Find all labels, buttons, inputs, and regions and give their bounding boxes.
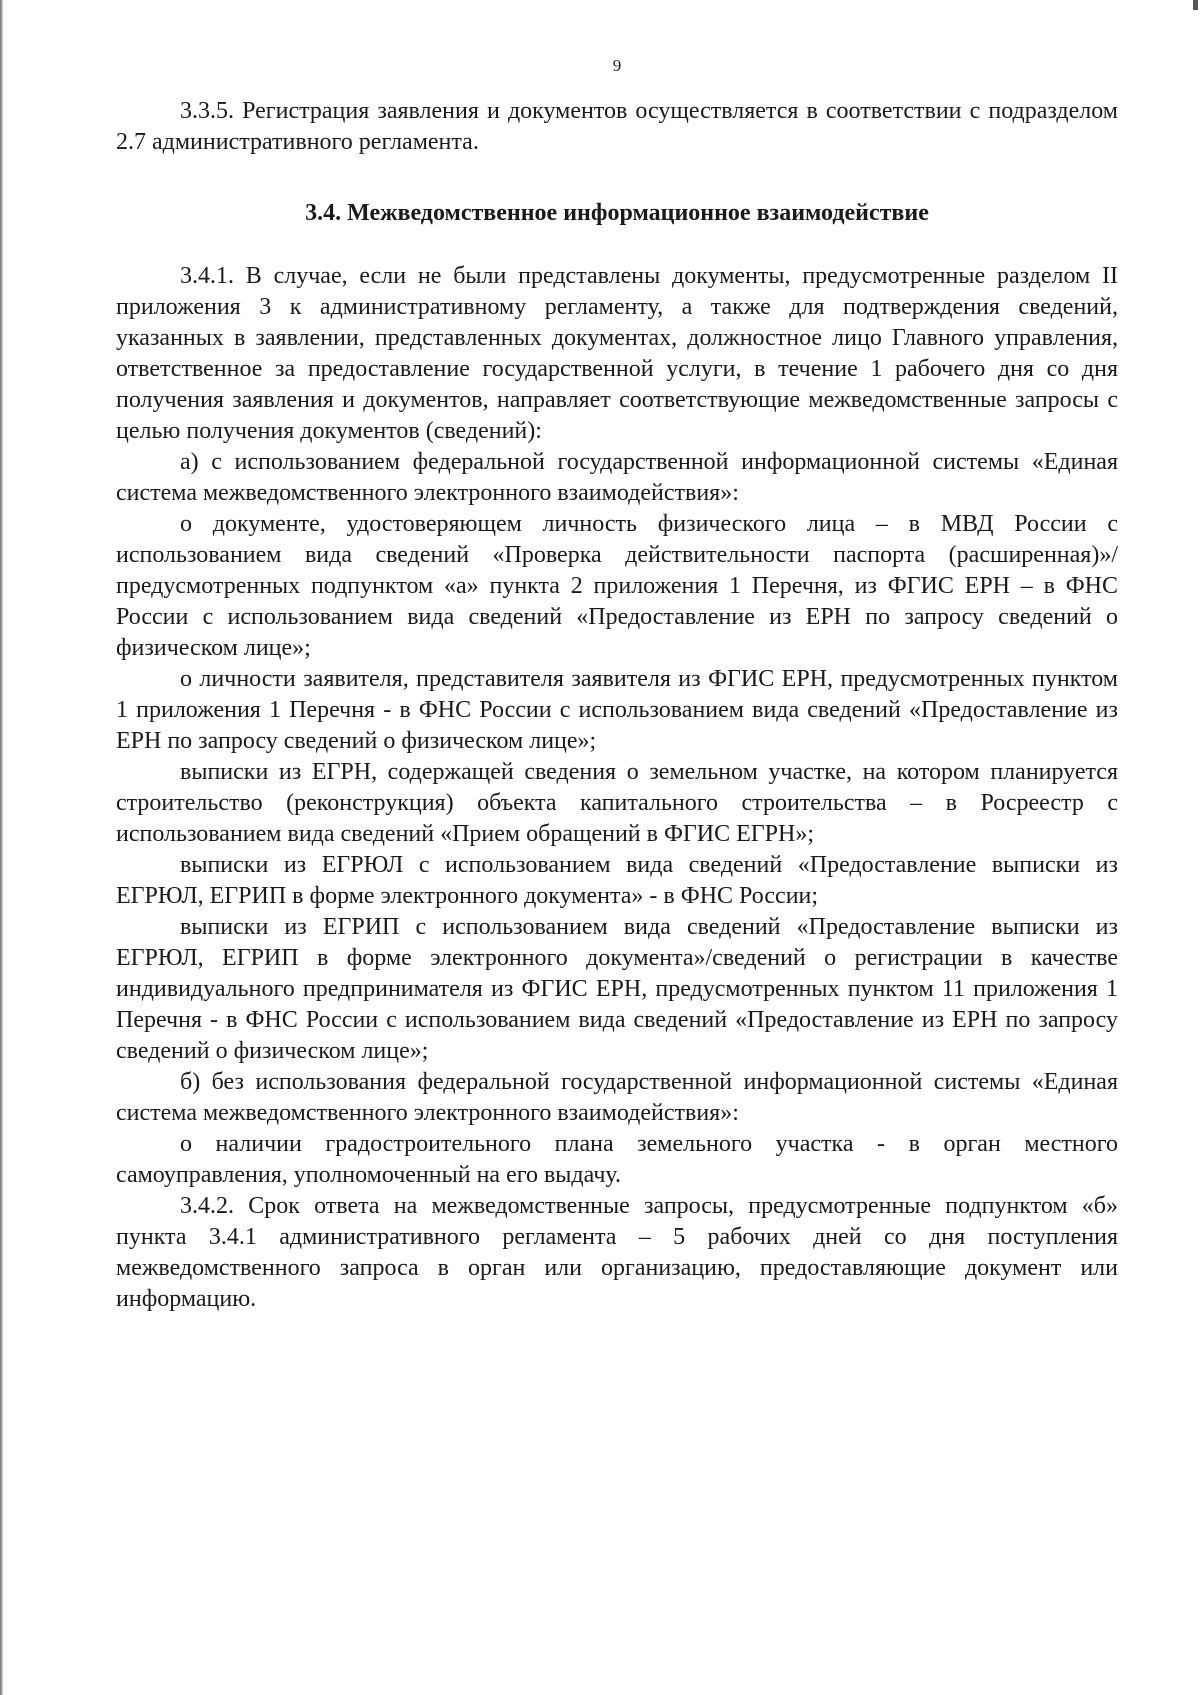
paragraph-3-4-2: 3.4.2. Срок ответа на межведомственные запросы, предусмотренные подпунктом «б» пункта 3.4.1 административного регламента – 5 рабочих дней со дня поступления межведомственного запроса в орган или организацию, предоставляющие документ или информацию. [116, 1193, 1118, 1312]
paragraph-egrip-extract: выписки из ЕГРИП с использованием вида сведений «Предоставление выписки из ЕГРЮЛ, ЕГРИП в форме электронного документа»/сведений о регистрации в качестве индивидуального предпринимателя из ФГИС ЕРН, предусмотренных пунктом 11 приложения 1 Перечня - в ФНС России с использованием вида сведений «Предоставление из ЕРН по запросу сведений о физическом лице»; [116, 914, 1118, 1064]
page-number: 9 [612, 56, 622, 75]
paragraph-item-b: б) без использования федеральной государственной информационной системы «Единая система межведомственного электронного взаимодействия»: [116, 1069, 1118, 1126]
scan-left-edge [0, 0, 3, 1695]
document-page [116, 56, 1118, 1315]
paragraph-egrn-extract: выписки из ЕГРН, содержащей сведения о земельном участке, на котором планируется строительство (реконструкция) объекта капитального строительства – в Росреестр с использованием вида сведений «Прием обращений в ФГИС ЕГРН»; [116, 759, 1118, 847]
paragraph-applicant-identity: о личности заявителя, представителя заявителя из ФГИС ЕРН, предусмотренных пунктом 1 приложения 1 Перечня - в ФНС России с использованием вида сведений «Предоставление из ЕРН по запросу сведений о физическом лице»; [116, 666, 1118, 754]
paragraph-3-4-1: 3.4.1. В случае, если не были представлены документы, предусмотренные разделом II приложения 3 к административному регламенту, а также для подтверждения сведений, указанных в заявлении, представленных документах, должностное лицо Главного управления, ответственное за предоставление государственной услуги, в течение 1 рабочего дня со дня получения заявления и документов, направляет соответствующие межведомственные запросы с целью получения документов (сведений): [116, 263, 1118, 444]
paragraph-egrul-extract: выписки из ЕГРЮЛ с использованием вида сведений «Предоставление выписки из ЕГРЮЛ, ЕГРИП в форме электронного документа» - в ФНС России; [116, 852, 1118, 909]
section-heading: 3.4. Межведомственное информационное взаимодействие [305, 200, 929, 226]
paragraph-item-a: а) с использованием федеральной государственной информационной системы «Единая система межведомственного электронного взаимодействия»: [116, 449, 1118, 506]
scan-corner-mark [1193, 0, 1198, 10]
paragraph-urban-plan: о наличии градостроительного плана земельного участка - в орган местного самоуправления, уполномоченный на его выдачу. [116, 1131, 1118, 1188]
paragraph-identity-document: о документе, удостоверяющем личность физического лица – в МВД России с использованием вида сведений «Проверка действительности паспорта (расширенная)»/предусмотренных подпунктом «а» пункта 2 приложения 1 Перечня, из ФГИС ЕРН – в ФНС России с использованием вида сведений «Предоставление из ЕРН по запросу сведений о физическом лице»; [116, 511, 1118, 661]
paragraph-3-3-5: 3.3.5. Регистрация заявления и документов осуществляется в соответствии с подразделом 2.7 административного регламента. [116, 98, 1118, 155]
